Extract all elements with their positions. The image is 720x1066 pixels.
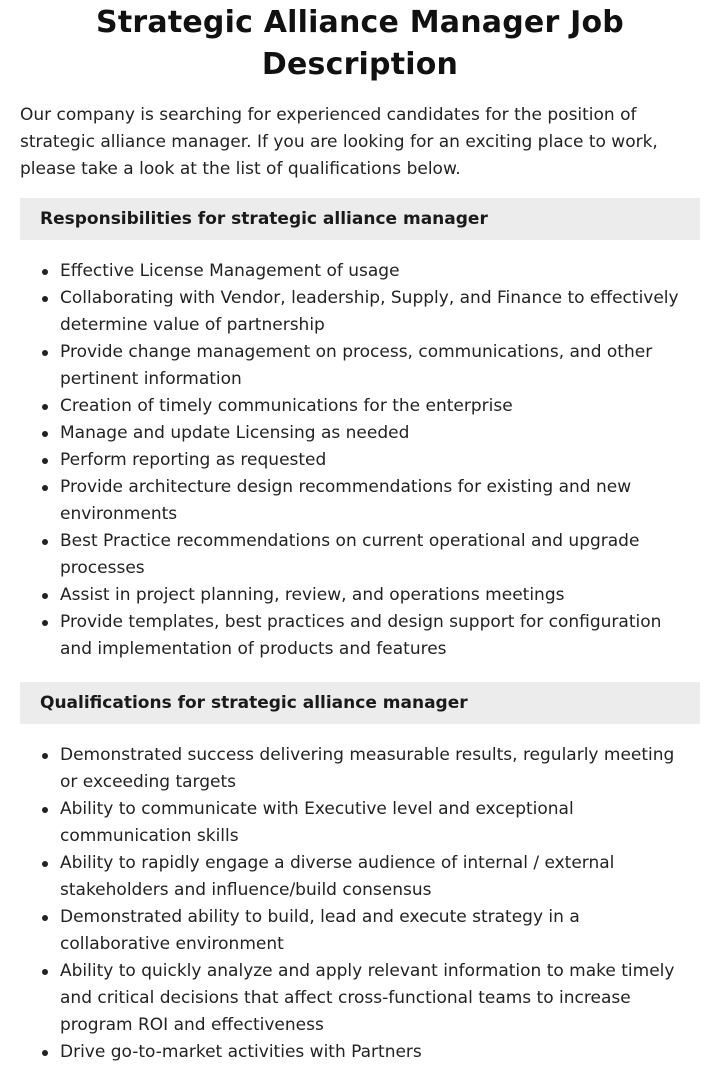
intro-paragraph: Our company is searching for experienced candidates for the position of strategic alliance manager. If you are looking for an exciting place to work, please take a look at the list of qualifications below.	[20, 105, 658, 179]
page-title: Strategic Alliance Manager Job Description	[96, 5, 624, 82]
list-item: Demonstrated ability to build, lead and execute strategy in a collaborative environment	[60, 904, 700, 958]
list-item: Ability to rapidly engage a diverse audience of internal / external stakeholders and influence/build consensus	[60, 850, 700, 904]
list-item: Ability to communicate with Executive level and exceptional communication skills	[60, 796, 700, 850]
list-item: Provide templates, best practices and design support for configuration and implementation of products and features	[60, 609, 700, 663]
list-item: Ability to quickly analyze and apply relevant information to make timely and critical decisions that affect cross-functional teams to increase program ROI and effectiveness	[60, 958, 700, 1039]
responsibilities-heading: Responsibilities for strategic alliance manager	[20, 198, 700, 240]
list-item: Provide change management on process, communications, and other pertinent information	[60, 339, 700, 393]
qualifications-list	[20, 742, 700, 1066]
list-item: Manage and update Licensing as needed	[60, 420, 700, 447]
list-item: Collaborating with Vendor, leadership, Supply, and Finance to effectively determine value of partnership	[60, 285, 700, 339]
list-item: Assist in project planning, review, and operations meetings	[60, 582, 700, 609]
list-item: Perform reporting as requested	[60, 447, 700, 474]
list-item: Drive go-to-market activities with Partners	[60, 1039, 700, 1066]
list-item: Creation of timely communications for the enterprise	[60, 393, 700, 420]
list-item: Provide architecture design recommendations for existing and new environments	[60, 474, 700, 528]
responsibilities-list	[20, 258, 700, 663]
list-item: Best Practice recommendations on current operational and upgrade processes	[60, 528, 700, 582]
qualifications-heading: Qualifications for strategic alliance manager	[20, 682, 700, 724]
list-item: Effective License Management of usage	[60, 258, 700, 285]
list-item: Demonstrated success delivering measurable results, regularly meeting or exceeding targets	[60, 742, 700, 796]
